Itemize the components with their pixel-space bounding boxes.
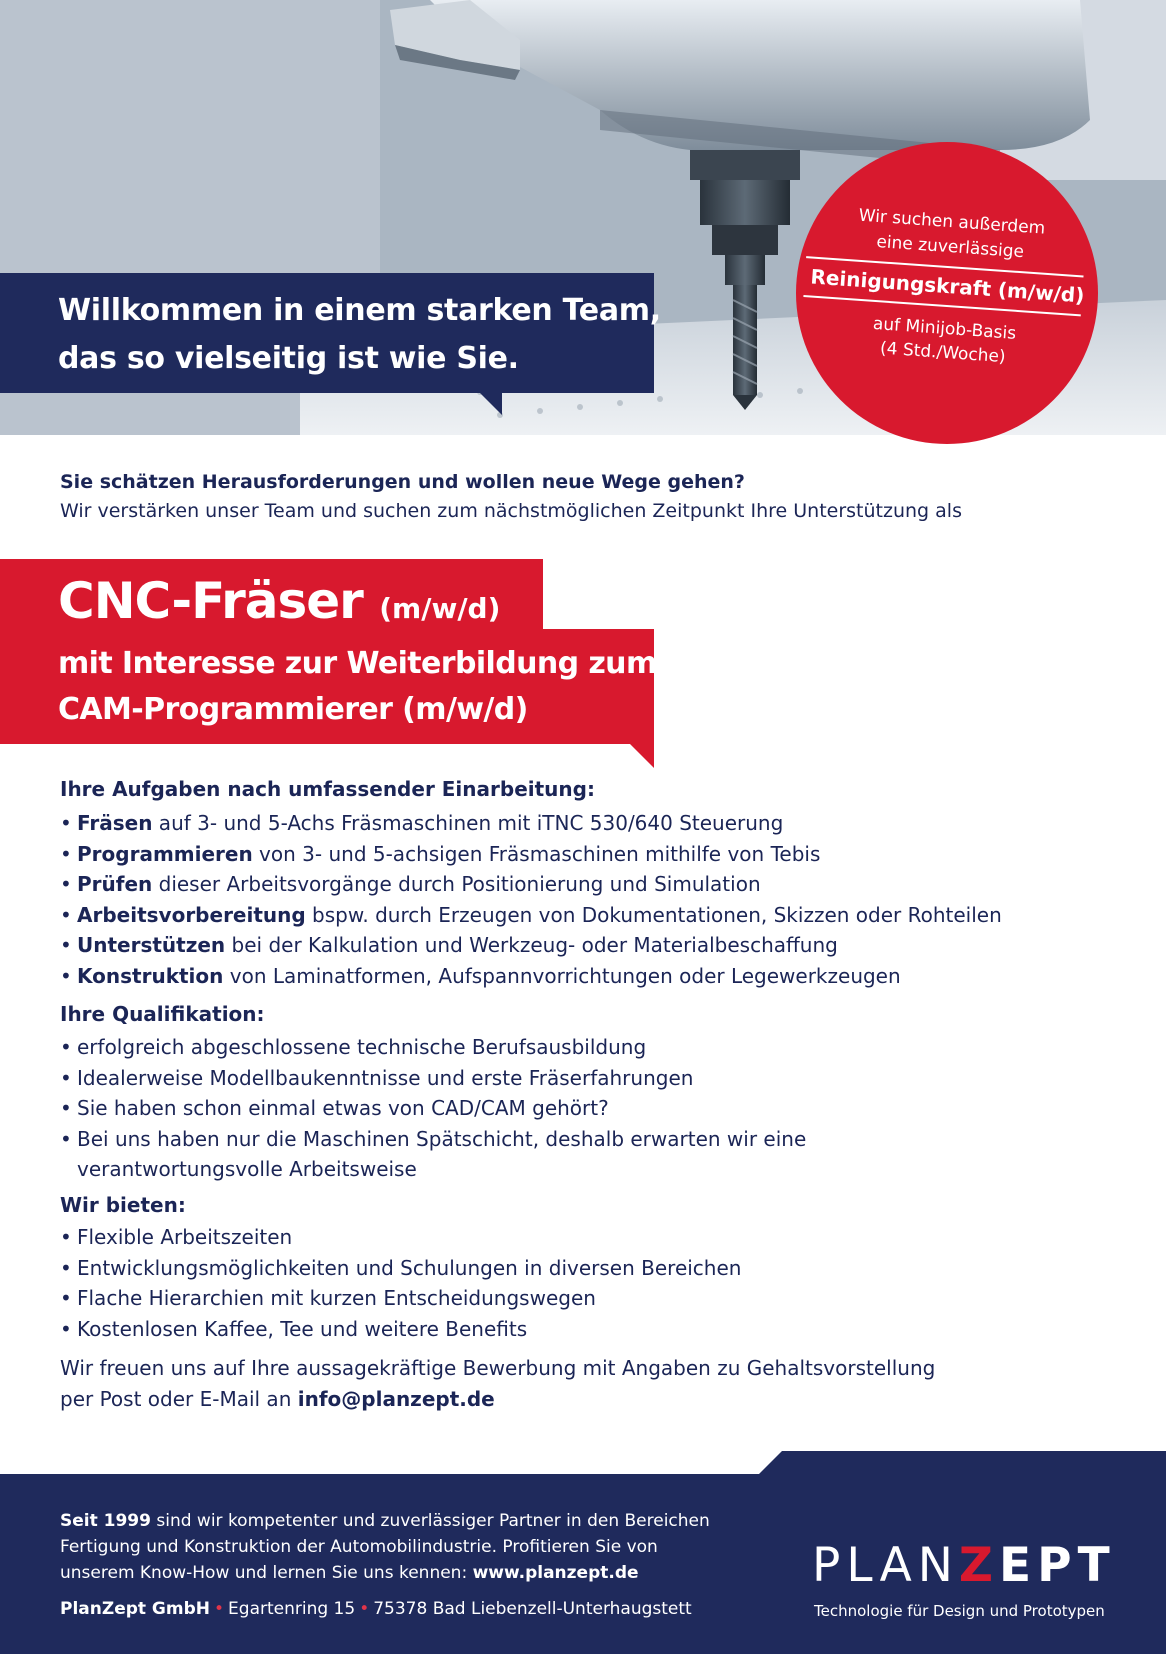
task-item-bold: Prüfen [77,872,153,896]
task-item-text: bspw. durch Erzeugen von Dokumentationen, Skizzen oder Rohteilen [305,902,1002,927]
task-item-bold: Fräsen [77,811,153,835]
job-title-main: CNC-Fräser [58,572,363,630]
footer-line-1-text: sind wir kompetenter und zuverlässiger Partner in den Bereichen [150,1511,710,1531]
job-title-banner-tail [630,744,654,768]
offer-item: • Flache Hierarchien mit kurzen Entscheidungswegen [60,1283,741,1314]
task-item-text: bei der Kalkulation und Werkzeug- oder Materialbeschaffung [225,933,838,957]
offer-item: • Entwicklungsmöglichkeiten und Schulungen in diversen Bereichen [60,1253,741,1284]
qualification-item-line-2: verantwortungsvolle Arbeitsweise [77,1157,417,1181]
closing-text [60,1353,935,1415]
footer-separator: • [359,1599,370,1619]
footer-street: Egartenring 15 [228,1599,356,1619]
badge-line-3: auf Minijob-Basis [872,313,1017,344]
task-item-text: auf 3- und 5-Achs Fräsmaschinen mit iTNC 530/640 Steuerung [152,811,784,835]
footer-line-2: Fertigung und Konstruktion der Automobilindustrie. Profitieren Sie von [60,1537,658,1557]
task-item-text: von Laminatformen, Aufspannvorrichtungen oder Legewerkzeugen [223,963,901,988]
badge-line-1: Wir suchen außerdem [858,205,1046,239]
logo-part-3: EPT [999,1538,1116,1593]
headline-line-1: Willkommen in einem starken Team, [58,293,661,328]
email-link[interactable]: info@planzept.de [297,1387,495,1411]
footer-address [60,1599,692,1619]
badge-line-2: eine zuverlässige [875,231,1025,263]
closing-line-1: Wir freuen uns auf Ihre aussagekräftige Bewerbung mit Angaben zu Gehaltsvorstellung [60,1356,936,1380]
headline-banner-tail [480,393,502,415]
offers-list [60,1222,741,1344]
job-subtitle-line-1: mit Interesse zur Weiterbildung zum [58,646,657,681]
qualification-item-line-1: Bei uns haben nur die Maschinen Spätschicht, deshalb erwarten wir eine [77,1126,807,1151]
task-item [60,839,1002,870]
qualifications-list [60,1032,806,1185]
website-link[interactable]: www.planzept.de [472,1563,639,1583]
footer-since: Seit 1999 [60,1511,151,1531]
qualification-item [60,1124,806,1185]
intro-question: Sie schätzen Herausforderungen und wollen neue Wege gehen? [60,471,745,493]
logo-tagline: Technologie für Design und Prototypen [814,1602,1105,1620]
logo-part-2: Z [958,1538,1000,1593]
cleaning-job-badge-text [786,132,1108,454]
qualifications-heading: Ihre Qualifikation: [60,1002,265,1026]
task-item [60,869,1002,900]
task-item-bold: Unterstützen [77,933,226,957]
job-title-suffix: (m/w/d) [379,592,501,625]
footer-company: PlanZept GmbH [60,1599,210,1619]
footer-separator: • [214,1599,225,1619]
badge-line-4: (4 Std./Woche) [879,338,1007,368]
footer-city: 75378 Bad Liebenzell-Unterhaugstett [373,1599,692,1619]
qualification-item: • Idealerweise Modellbaukenntnisse und erste Fräserfahrungen [60,1063,806,1094]
footer-line-3 [60,1563,639,1583]
planzept-logo [812,1538,1116,1593]
qualification-item: • erfolgreich abgeschlossene technische Berufsausbildung [60,1032,806,1063]
tasks-list [60,808,1002,991]
task-item [60,930,1002,961]
closing-line-2: per Post oder E-Mail an [60,1387,298,1411]
task-item-text: von 3- und 5-achsigen Fräsmaschinen mithilfe von Tebis [252,841,821,866]
task-item [60,900,1002,931]
task-item-bold: Programmieren [77,841,253,866]
task-item-text: dieser Arbeitsvorgänge durch Positionierung und Simulation [152,872,761,896]
offer-item: • Kostenlosen Kaffee, Tee und weitere Benefits [60,1314,741,1345]
task-item-bold: Arbeitsvorbereitung [77,902,306,927]
task-item-bold: Konstruktion [77,963,224,988]
job-title [58,572,500,630]
tasks-heading: Ihre Aufgaben nach umfassender Einarbeitung: [60,777,595,801]
task-item [60,961,1002,992]
footer-line-1 [60,1511,710,1531]
offer-item: • Flexible Arbeitszeiten [60,1222,741,1253]
qualification-item: • Sie haben schon einmal etwas von CAD/CAM gehört? [60,1093,806,1124]
headline-line-2: das so vielseitig ist wie Sie. [58,341,519,376]
job-subtitle-line-2: CAM-Programmierer (m/w/d) [58,692,528,727]
badge-job-title: Reinigungskraft (m/w/d) [809,264,1086,308]
intro-text: Wir verstärken unser Team und suchen zum nächstmöglichen Zeitpunkt Ihre Unterstützung als [60,500,962,522]
task-item [60,808,1002,839]
logo-part-1: PLAN [812,1538,959,1593]
footer-line-3-text: unserem Know-How und lernen Sie uns kennen: [60,1563,473,1583]
footer-tab [758,1451,1166,1475]
offers-heading: Wir bieten: [60,1193,186,1217]
